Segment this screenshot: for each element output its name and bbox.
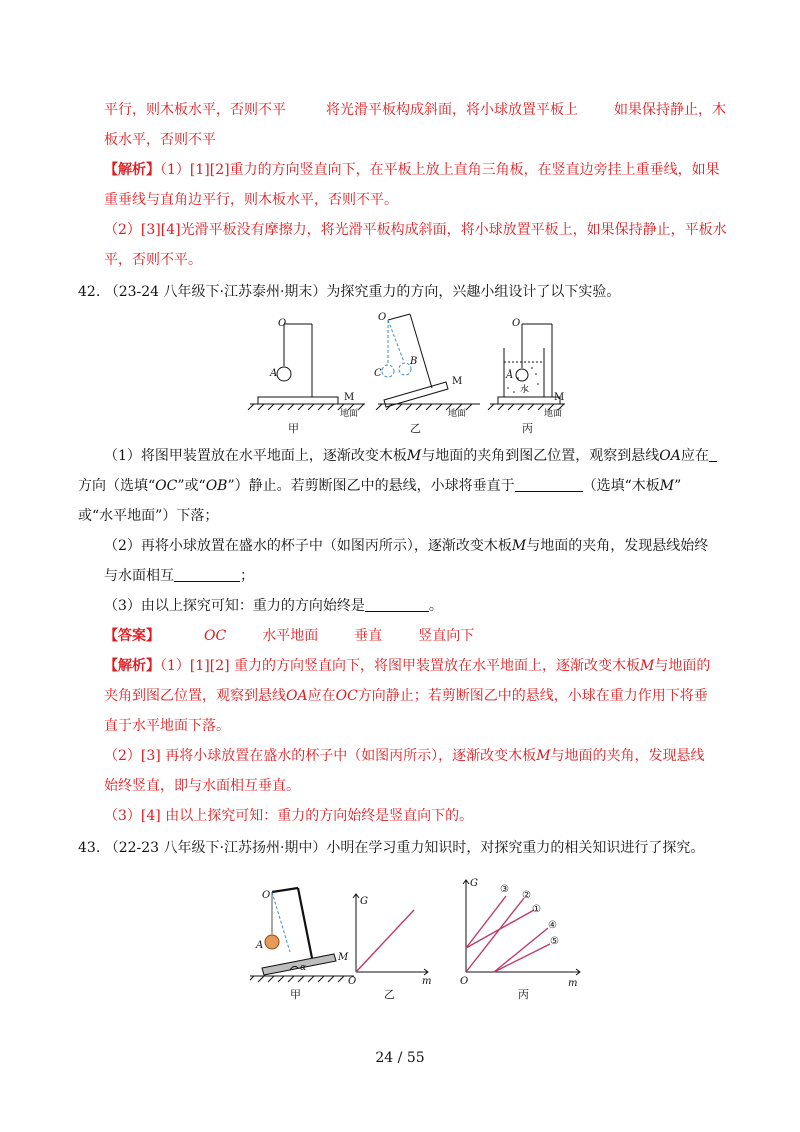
- text: 应在: [680, 448, 709, 464]
- label-O: O: [348, 976, 357, 987]
- line-label-4: ④: [548, 920, 557, 931]
- prev-analysis-line3: （2）[3][4]光滑平板没有摩擦力，将光滑平板构成斜面，将小球放置平板上，如果保持静止，平板水: [104, 222, 727, 238]
- text: 方向（选填“: [78, 478, 156, 494]
- var-M: M: [511, 538, 527, 554]
- label-m: m: [422, 976, 432, 987]
- label-O: O: [262, 890, 271, 901]
- label-m: m: [568, 978, 578, 989]
- question-stem: （23-24 八年级下·江苏泰州·期末）为探究重力的方向，兴趣小组设计了以下实验。: [104, 284, 621, 300]
- analysis-tag: 【解析】: [104, 162, 160, 178]
- total-pages: 55: [406, 1050, 425, 1066]
- text: （选填“木板: [582, 478, 660, 494]
- label-alpha: α: [300, 963, 307, 973]
- text: 应在: [307, 688, 336, 704]
- var-OC: OC: [335, 688, 358, 704]
- prev-analysis-line2: 重垂线与直角边平行，则木板水平，否则不平。: [104, 192, 398, 208]
- answer-1: OC: [204, 628, 227, 644]
- question-stem: （22-23 八年级下·江苏扬州·期中）小明在学习重力知识时，对探究重力的相关知识进行了探究。: [104, 840, 705, 856]
- q42-answer: [104, 626, 474, 646]
- answer-text: 平行，则木板水平，否则不平: [104, 102, 286, 118]
- caption-jia: 甲: [290, 988, 301, 1001]
- label-A: A: [256, 940, 264, 951]
- question-43-stem: [78, 838, 704, 858]
- question-number: 43.: [78, 840, 101, 856]
- q42-analysis-line6: （3）[4] 由以上探究可知：重力的方向始终是竖直向下的。: [104, 808, 474, 824]
- label-C: C: [374, 368, 382, 379]
- text: 与水面相互: [104, 568, 174, 584]
- text: ；: [240, 568, 254, 584]
- var-OB: OB: [205, 478, 228, 494]
- answer-text: 将光滑平板构成斜面，将小球放置平板上: [326, 102, 578, 118]
- label-A: A: [270, 368, 278, 379]
- label-G: G: [360, 896, 368, 907]
- page-number: [0, 1050, 800, 1066]
- answer-3: 垂直: [354, 628, 383, 644]
- answer-tag: 【答案】: [104, 628, 160, 644]
- label-O: O: [460, 976, 469, 987]
- label-water: 水: [520, 385, 530, 395]
- var-OA: OA: [659, 448, 681, 464]
- text: 。: [428, 598, 443, 614]
- label-M: M: [452, 376, 463, 387]
- caption-bing: 丙: [518, 988, 529, 1001]
- q42-analysis-line3: 直于水平地面下落。: [104, 718, 230, 734]
- label-O: O: [278, 318, 287, 329]
- q42-sub2-line2: [104, 566, 254, 586]
- prev-analysis-line1: [104, 160, 720, 180]
- var-M: M: [536, 748, 551, 764]
- var-M: M: [406, 448, 422, 464]
- label-ground: 地面: [340, 409, 359, 419]
- var-M: M: [659, 478, 675, 494]
- q42-sub3: [104, 596, 443, 616]
- q42-sub1-line3: 或“水平地面”）下落；: [78, 508, 219, 524]
- answer-blank-1[interactable]: [709, 447, 717, 462]
- label-O: O: [378, 312, 387, 323]
- label-A: A: [506, 370, 514, 381]
- line-label-5: ⑤: [550, 936, 559, 947]
- line-label-3: ③: [500, 884, 509, 895]
- label-M: M: [344, 392, 355, 403]
- caption-yi: 乙: [384, 988, 395, 1001]
- prev-answer-line2: 板水平，否则不平: [104, 132, 216, 148]
- label-M: M: [338, 952, 349, 963]
- caption-bing: 丙: [522, 422, 533, 435]
- text: 与地面的夹角，发现悬线: [550, 748, 705, 764]
- analysis-tag: 【解析】: [104, 658, 160, 674]
- figure-43: [250, 868, 590, 1008]
- answer-text: 如果保持静止，木: [614, 102, 726, 118]
- text: 夹角到图乙位置，观察到悬线: [104, 688, 286, 704]
- label-O: O: [512, 318, 521, 329]
- page-separator: /: [397, 1050, 403, 1066]
- var-OA: OA: [286, 688, 308, 704]
- current-page: 24: [375, 1050, 394, 1066]
- text: （1）将图甲装置放在水平地面上，逐渐改变木板: [104, 448, 407, 464]
- label-ground: 地面: [448, 409, 467, 419]
- prev-answer-line1: [104, 100, 726, 120]
- q42-sub1-line1: [104, 446, 717, 466]
- text: （2）[3] 再将小球放置在盛水的杯子中（如图丙所示），逐渐改变木板: [104, 748, 537, 764]
- q42-sub2-line1: [104, 536, 708, 556]
- answer-blank-4[interactable]: [365, 597, 429, 612]
- caption-yi: 乙: [410, 422, 421, 435]
- line-label-2: ②: [522, 890, 531, 901]
- label-ground: 地面: [544, 409, 563, 419]
- var-M: M: [640, 658, 655, 674]
- figure-42: [240, 308, 570, 440]
- text: （1）[1][2] 重力的方向竖直向下，将图甲装置放在水平地面上，逐渐改变木板: [160, 658, 641, 674]
- label-M: M: [554, 392, 565, 403]
- answer-4: 竖直向下: [418, 628, 475, 644]
- line-label-1: ①: [532, 904, 541, 915]
- text: 与地面的夹角，发现悬线始终: [526, 538, 709, 554]
- q42-analysis-line1: [104, 656, 710, 676]
- text: （3）由以上探究可知：重力的方向始终是: [104, 598, 365, 614]
- answer-2: 水平地面: [262, 628, 319, 644]
- text: 与地面的: [654, 658, 711, 674]
- q42-analysis-line2: [104, 686, 708, 706]
- text: 与地面的夹角到图乙位置，观察到悬线: [421, 448, 660, 464]
- analysis-text: （1）[1][2]重力的方向竖直向下，在平板上放上直角三角板，在竖直边旁挂上重垂线，如果: [160, 162, 720, 178]
- var-OC: OC: [155, 478, 178, 494]
- question-number: 42.: [78, 284, 101, 300]
- prev-analysis-line4: 平，否则不平。: [104, 252, 202, 268]
- question-42-stem: [78, 282, 620, 302]
- answer-blank-3[interactable]: [174, 567, 240, 582]
- q42-analysis-line5: 始终竖直，即与水面相互垂直。: [104, 778, 300, 794]
- label-B: B: [410, 356, 418, 367]
- q42-analysis-line4: [104, 746, 705, 766]
- q42-sub1-line2: [78, 476, 681, 496]
- answer-blank-2[interactable]: [515, 477, 583, 492]
- figure-42-yi: [376, 314, 480, 410]
- text: ”: [674, 478, 682, 494]
- caption-jia: 甲: [288, 422, 299, 435]
- label-G: G: [470, 878, 478, 889]
- text: ”或“: [177, 478, 206, 494]
- text: ”）静止。若剪断图乙中的悬线，小球将垂直于: [227, 478, 515, 494]
- text: 方向静止；若剪断图乙中的悬线，小球在重力作用下将垂: [357, 688, 708, 704]
- text: （2）再将小球放置在盛水的杯子中（如图丙所示），逐渐改变木板: [104, 538, 512, 554]
